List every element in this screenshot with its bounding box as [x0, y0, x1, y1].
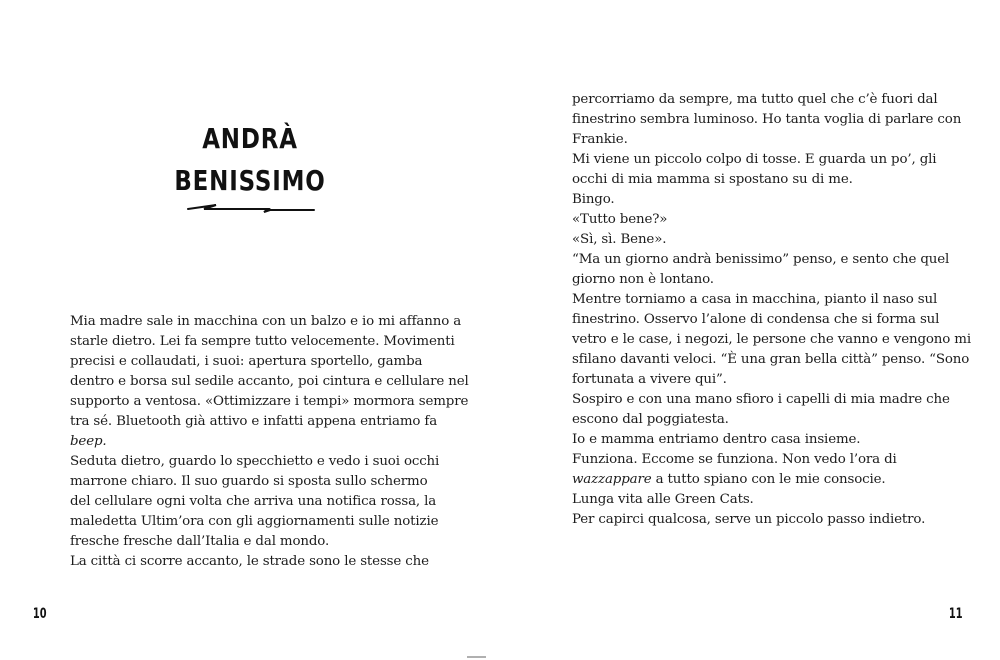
text-line: Frankie.: [572, 132, 628, 147]
text-line: marrone chiaro. Il suo guardo si sposta sullo schermo: [70, 474, 428, 489]
text-line-italic: beep.: [70, 434, 107, 449]
scroll-indicator[interactable]: [467, 656, 486, 658]
text-line: Funziona. Eccome se funziona. Non vedo l’ora di: [572, 452, 897, 467]
text-line: finestrino sembra luminoso. Ho tanta voglia di parlare con: [572, 112, 962, 127]
text-line: fortunata a vivere qui”.: [572, 372, 727, 387]
left-page-body: [70, 312, 469, 572]
right-page-body: [572, 90, 971, 530]
text-line: tra sé. Bluetooth già attivo e infatti appena entriamo fa: [70, 414, 438, 429]
page-number-left: 10: [32, 606, 47, 622]
chapter-title-line-2: BENISSIMO: [174, 164, 326, 197]
text-line: percorriamo da sempre, ma tutto quel che c’è fuori dal: [572, 92, 938, 107]
text-fragment: a tutto spiano con le mie consocie.: [651, 472, 886, 487]
title-underline-decoration: [186, 201, 316, 213]
text-line: maledetta Ultim’ora con gli aggiornamenti sulle notizie: [70, 514, 439, 529]
text-line: «Tutto bene?»: [572, 212, 668, 227]
text-line: escono dal poggiatesta.: [572, 412, 729, 427]
text-line: Per capirci qualcosa, serve un piccolo passo indietro.: [572, 512, 926, 527]
text-line: La città ci scorre accanto, le strade sono le stesse che: [70, 554, 429, 569]
chapter-title: [168, 118, 332, 202]
text-line-mixed: [572, 470, 962, 490]
text-line: finestrino. Osservo l’alone di condensa che si forma sul: [572, 312, 940, 327]
text-line: supporto a ventosa. «Ottimizzare i tempi» mormora sempre: [70, 394, 469, 409]
page-number-right: 11: [948, 606, 963, 622]
chapter-title-line-1: ANDRÀ: [202, 122, 298, 155]
text-line: precisi e collaudati, i suoi: apertura sportello, gamba: [70, 354, 423, 369]
right-page: [500, 0, 1000, 660]
text-line: Sospiro e con una mano sfioro i capelli di mia madre che: [572, 392, 950, 407]
text-line: «Sì, sì. Bene».: [572, 232, 667, 247]
text-line: Seduta dietro, guardo lo specchietto e vedo i suoi occhi: [70, 454, 440, 469]
text-line: dentro e borsa sul sedile accanto, poi cintura e cellulare nel: [70, 374, 469, 389]
text-line: del cellulare ogni volta che arriva una notifica rossa, la: [70, 494, 437, 509]
text-line: Io e mamma entriamo dentro casa insieme.: [572, 432, 861, 447]
text-line: sfilano davanti veloci. “È una gran bella città” penso. “Sono: [572, 352, 970, 367]
text-line: Lunga vita alle Green Cats.: [572, 492, 754, 507]
text-line: Mi viene un piccolo colpo di tosse. E guarda un po’, gli: [572, 152, 937, 167]
text-line: “Ma un giorno andrà benissimo” penso, e sento che quel: [572, 252, 950, 267]
italic-word: wazzappare: [572, 472, 652, 487]
text-line: giorno non è lontano.: [572, 272, 714, 287]
text-line: starle dietro. Lei fa sempre tutto velocemente. Movimenti: [70, 334, 455, 349]
text-line: Bingo.: [572, 192, 615, 207]
text-line: vetro e le case, i negozi, le persone che vanno e vengono mi: [572, 332, 971, 347]
text-line: Mentre torniamo a casa in macchina, pianto il naso sul: [572, 292, 938, 307]
text-line: occhi di mia mamma si spostano su di me.: [572, 172, 853, 187]
text-line: Mia madre sale in macchina con un balzo e io mi affanno a: [70, 314, 462, 329]
text-line: fresche fresche dall’Italia e dal mondo.: [70, 534, 330, 549]
